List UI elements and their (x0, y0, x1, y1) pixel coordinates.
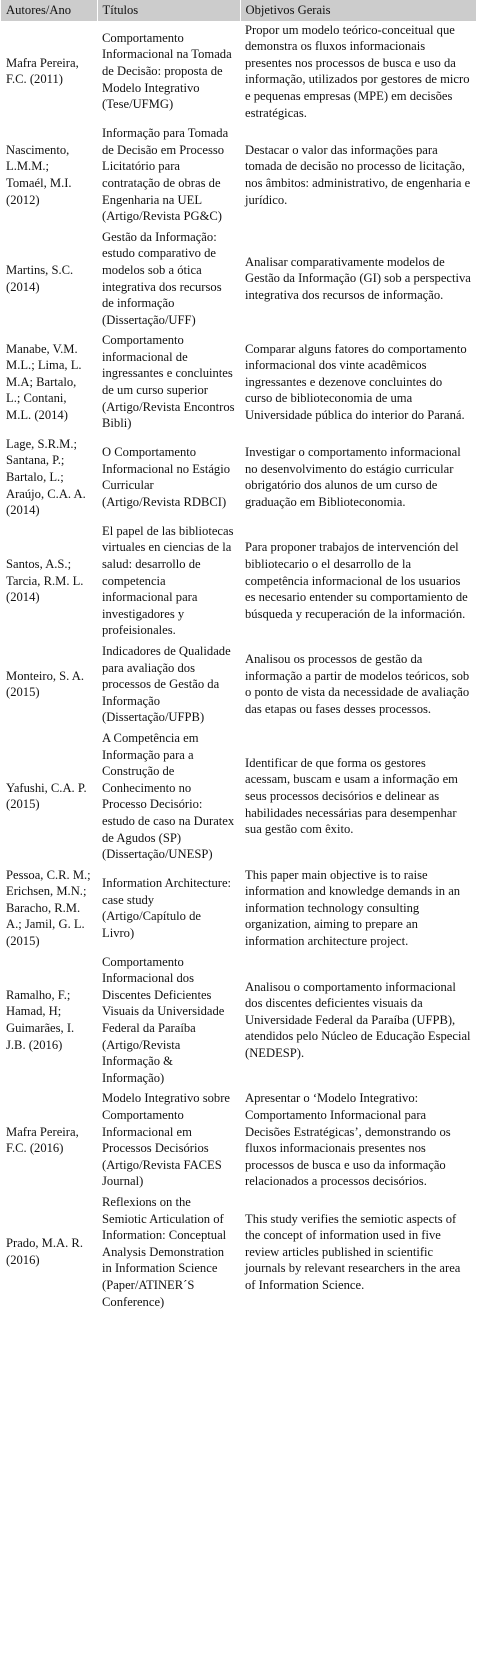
cell-authors: Martins, S.C. (2014) (6, 262, 74, 294)
cell-objective: Apresentar o ‘Modelo Integrativo: Comportamento Informacional para Decisões Estratégicas’, demonstrando os fluxos informacionais presentes nos processos de busca e uso da informação relacionados a processos decisórios. (245, 1091, 451, 1189)
cell-title: Comportamento Informacional dos Discentes Deficientes Visuais da Universidade Federal da Paraíba (Artigo/Revista Informação & Informação) (102, 954, 225, 1085)
table-row (1, 953, 476, 1090)
cell-authors: Ramalho, F.; Hamad, H; Guimarães, I. J.B. (2016) (6, 987, 75, 1052)
header-row (1, 0, 476, 21)
literature-review-document (1, 0, 476, 1313)
cell-authors: Monteiro, S. A. (2015) (6, 668, 85, 700)
header-titles: Títulos (97, 0, 240, 21)
cell-title: O Comportamento Informacional no Estágio Curricular (Artigo/Revista RDBCI) (102, 445, 230, 509)
cell-authors: Mafra Pereira, F.C. (2011) (6, 55, 79, 87)
cell-objective: Analisou os processos de gestão da informação a partir de modelos teóricos, sob o ponto de vista da necessidade de avaliação das etapas ou fases desses processos. (245, 652, 470, 717)
table-row (1, 331, 476, 435)
table-row (1, 1193, 476, 1313)
table-row (1, 642, 476, 729)
cell-title: Gestão da Informação: estudo comparativo de modelos sob a ótica integrativa dos recursos de informação (Dissertação/UFF) (102, 229, 222, 327)
cell-authors: Santos, A.S.; Tarcia, R.M. L. (2014) (6, 557, 84, 605)
header-authors-year: Autores/Ano (1, 0, 97, 21)
table-row (1, 1089, 476, 1193)
header-general-objectives: Objetivos Gerais (240, 0, 476, 21)
cell-title: Comportamento informacional de ingressantes e concluintes de um curso superior (Artigo/Revista Encontros Bibli) (102, 333, 235, 431)
table-row (1, 435, 476, 522)
cell-title: A Competência em Informação para a Construção de Conhecimento no Processo Decisório: estudo de caso na Duratex de Agudos (SP) (Dissertação/UNESP) (102, 730, 235, 862)
table-header (1, 0, 476, 21)
cell-objective: Comparar alguns fatores do comportamento informacional dos vinte acadêmicos ingressantes e dezenove concluintes do curso de biblioteconomia de uma Universidade pública do interior do Paraná. (245, 341, 467, 422)
cell-authors: Manabe, V.M. M.L.; Lima, L. M.A; Bartalo, L.; Contani, M.L. (2014) (6, 341, 82, 422)
cell-authors: Pessoa, C.R. M.; Erichsen, M.N.; Baracho, R.M. A.; Jamil, G. L. (2015) (6, 867, 91, 949)
cell-authors: Prado, M.A. R. (2016) (6, 1236, 83, 1268)
cell-objective: Analisou o comportamento informacional dos discentes deficientes visuais da Universidade Federal da Paraíba (UFPB), atendidos pelo Núcleo de Educação Especial (NEDESP). (245, 979, 471, 1060)
cell-objective: Identificar de que forma os gestores acessam, buscam e usam a informação em seus processos decisórios e delinear as habilidades necessárias para desempenhar sua gestão com êxito. (245, 755, 458, 837)
cell-objective: This paper main objective is to raise information and knowledge demands in an information technology consulting organization, aiming to prepare an information architecture project. (245, 867, 461, 949)
table-body (1, 21, 476, 1314)
cell-title: Informação para Tomada de Decisão em Processo Licitatório para contratação de obras de Engenharia na UEL (Artigo/Revista PG&C) (102, 126, 229, 224)
table-row (1, 124, 476, 228)
cell-authors: Lage, S.R.M.; Santana, P.; Bartalo, L.; Araújo, C.A. A. (2014) (6, 436, 86, 518)
cell-authors: Nascimento, L.M.M.; Tomaél, M.I. (2012) (6, 142, 72, 207)
cell-objective: Destacar o valor das informações para tomada de decisão no processo de licitação, nos âmbitos: administrativo, de engenharia e jurídico. (245, 142, 471, 207)
cell-authors: Mafra Pereira, F.C. (2016) (6, 1124, 79, 1156)
table-row (1, 21, 476, 125)
cell-title: Indicadores de Qualidade para avaliação dos processos de Gestão da Informação (Dissertação/UFPB) (102, 643, 231, 725)
table-row (1, 228, 476, 332)
cell-authors: Yafushi, C.A. P. (2015) (6, 780, 87, 812)
table-row (1, 522, 476, 642)
cell-title: Comportamento Informacional na Tomada de Decisão: proposta de Modelo Integrativo (Tese/UFMG) (102, 30, 232, 112)
cell-objective: Para proponer trabajos de intervención del bibliotecario o el desarrollo de la competência informacional de los usuarios es necesario entender su comportamiento de búsqueda y recuperación de la información. (245, 540, 468, 621)
cell-title: Modelo Integrativo sobre Comportamento Informacional em Processos Decisórios (Artigo/Revista FACES Journal) (102, 1091, 231, 1189)
cell-objective: Analisar comparativamente modelos de Gestão da Informação (GI) sob a perspectiva integrativa dos recursos de informação. (245, 254, 471, 302)
cell-title: Information Architecture: case study (Artigo/Capítulo de Livro) (102, 875, 232, 940)
cell-title: Reflexions on the Semiotic Articulation of Information: Conceptual Analysis Demonstration in Information Science (Paper/ATINER´S Conference) (102, 1194, 227, 1309)
cell-objective: This study verifies the semiotic aspects of the concept of information used in five review articles published in scientific journals by relevant researchers in the area of Information Science. (245, 1211, 461, 1292)
cell-title: El papel de las bibliotecas virtuales en ciencias de la salud: desarrollo de competencia informacional para investigadores y profeisionales. (102, 523, 234, 638)
studies-table (1, 0, 476, 1313)
table-row (1, 866, 476, 953)
table-row (1, 729, 476, 866)
cell-objective: Propor um modelo teórico-conceitual que demonstra os fluxos informacionais presentes nos processos de busca e uso da informação, utilizados por gestores de micro e pequenas empresas (MPE) em decisões estratégicas. (245, 22, 470, 120)
cell-objective: Investigar o comportamento informacional no desenvolvimento do estágio curricular obrigatório dos alunos de um curso de graduação em Biblioteconomia. (245, 445, 461, 509)
